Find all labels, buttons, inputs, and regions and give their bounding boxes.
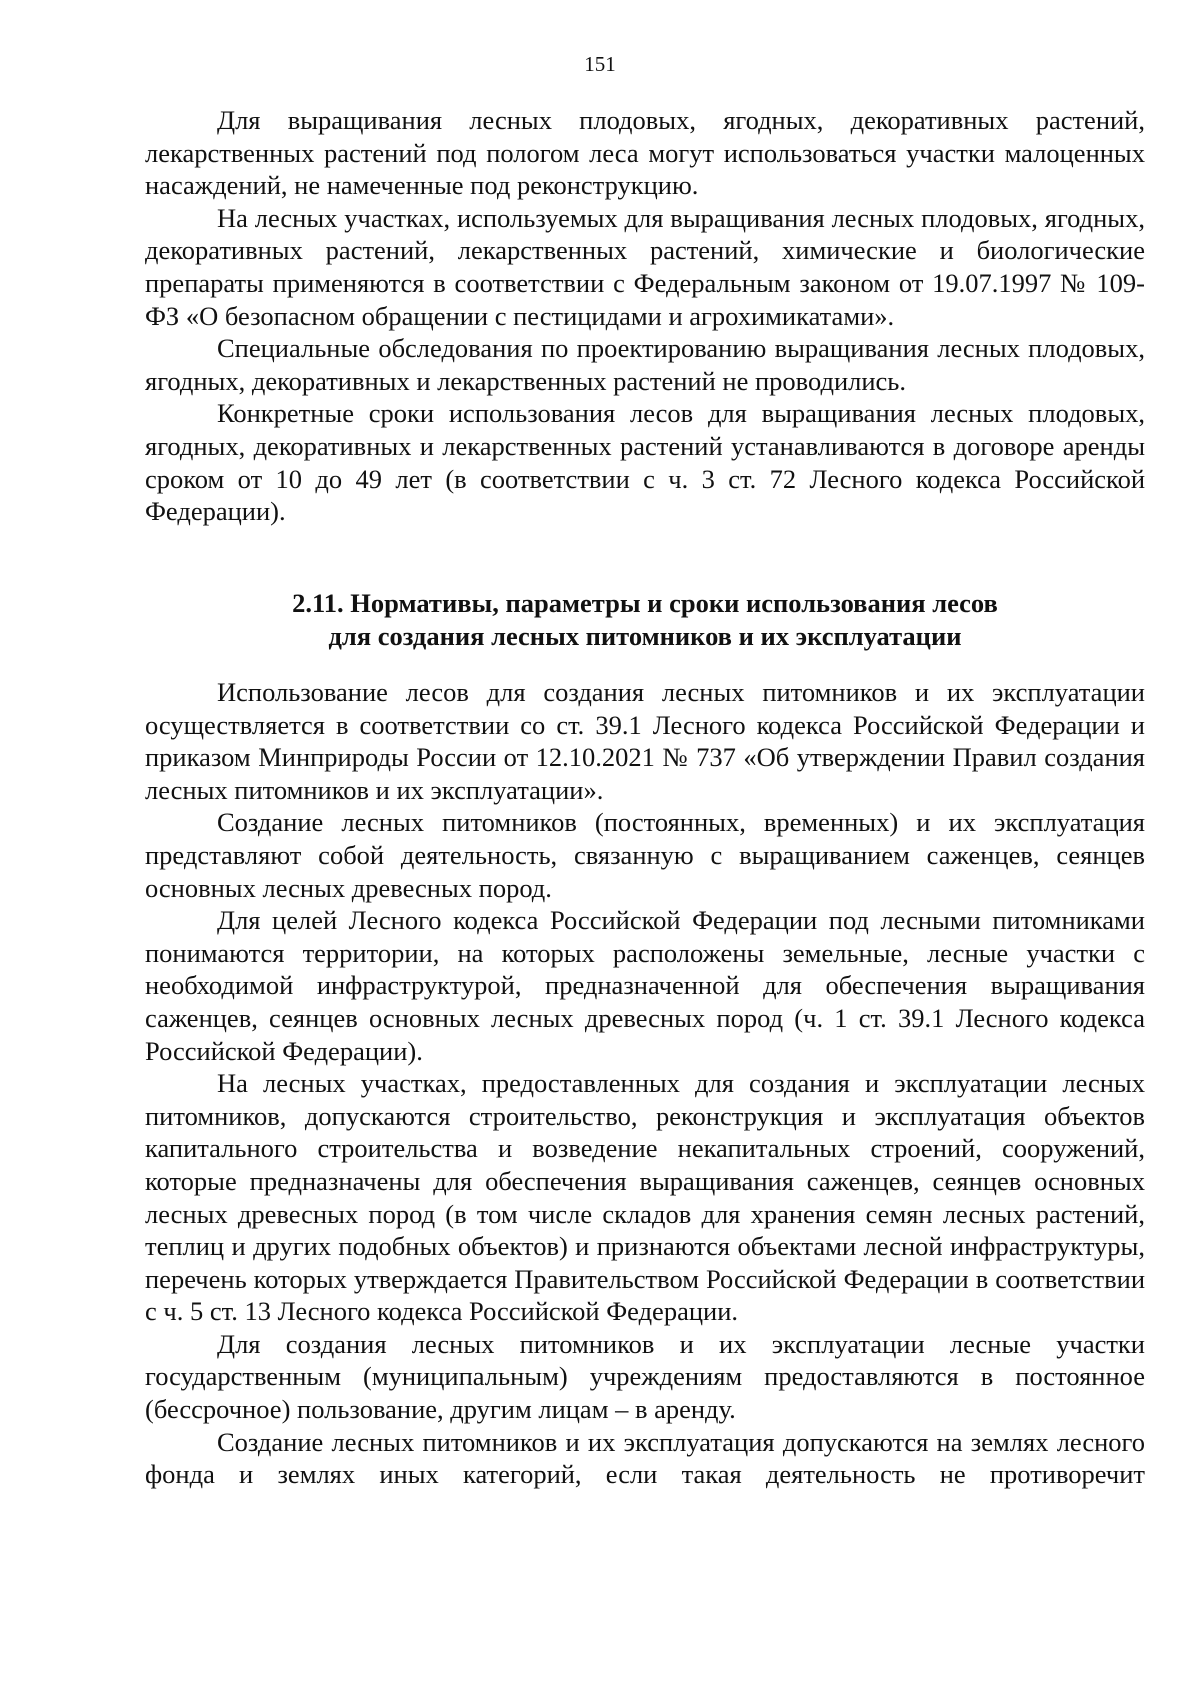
paragraph: Для создания лесных питомников и их эксплуатации лесные участки государственным (муниципальным) учреждениям предоставляются в постоянное (бессрочное) пользование, другим лицам – в аренду. [145,1328,1145,1425]
paragraph: Создание лесных питомников и их эксплуатация допускаются на землях лесного фонда и землях иных категорий, если такая деятельность не противоречит [145,1426,1145,1490]
paragraph: На лесных участках, предоставленных для создания и эксплуатации лесных питомников, допускаются строительство, реконструкция и эксплуатация объектов капитального строительства и возведение некапитальных строений, сооружений, которые предназначены для обеспечения выращивания саженцев, сеянцев основных лесных древесных пород (в том числе складов для хранения семян лесных растений, теплиц и других подобных объектов) и признаются объектами лесной инфраструктуры, перечень которых утверждается Правительством Российской Федерации в соответствии с ч. 5 ст. 13 Лесного кодекса Российской Федерации. [145,1068,1145,1327]
paragraph: Для выращивания лесных плодовых, ягодных, декоративных растений, лекарственных растений под пологом леса могут использоваться участки малоценных насаждений, не намеченные под реконструкцию. [145,105,1145,201]
section-one-text [145,104,1145,528]
paragraph: Конкретные сроки использования лесов для выращивания лесных плодовых, ягодных, декоративных и лекарственных растений устанавливаются в договоре аренды сроком от 10 до 49 лет (в соответствии с ч. 3 ст. 72 Лесного кодекса Российской Федерации). [145,398,1145,527]
section-two-text [145,676,1145,1491]
page-number: 151 [584,52,616,76]
paragraph: Создание лесных питомников (постоянных, временных) и их эксплуатация представляют собой деятельность, связанную с выращиванием саженцев, сеянцев основных лесных древесных пород. [145,807,1145,903]
paragraph: Для целей Лесного кодекса Российской Федерации под лесными питомниками понимаются территории, на которых расположены земельные, лесные участки с необходимой инфраструктурой, предназначенной для обеспечения выращивания саженцев, сеянцев основных лесных древесных пород (ч. 1 ст. 39.1 Лесного кодекса Российской Федерации). [145,905,1145,1066]
section-heading [145,587,1145,652]
paragraph: На лесных участках, используемых для выращивания лесных плодовых, ягодных, декоративных растений, лекарственных растений, химические и биологические препараты применяются в соответствии с Федеральным законом от 19.07.1997 № 109-ФЗ «О безопасном обращении с пестицидами и агрохимикатами». [145,202,1145,331]
paragraph: Использование лесов для создания лесных питомников и их эксплуатации осуществляется в соответствии со ст. 39.1 Лесного кодекса Российской Федерации и приказом Минприроды России от 12.10.2021 № 737 «Об утверждении Правил создания лесных питомников и их эксплуатации». [145,677,1145,805]
section-heading-line-1: 2.11. Нормативы, параметры и сроки использования лесов [292,588,998,618]
section-heading-line-2: для создания лесных питомников и их эксплуатации [328,620,962,651]
paragraph: Специальные обследования по проектированию выращивания лесных плодовых, ягодных, декоративных и лекарственных растений не проводились. [145,333,1145,396]
